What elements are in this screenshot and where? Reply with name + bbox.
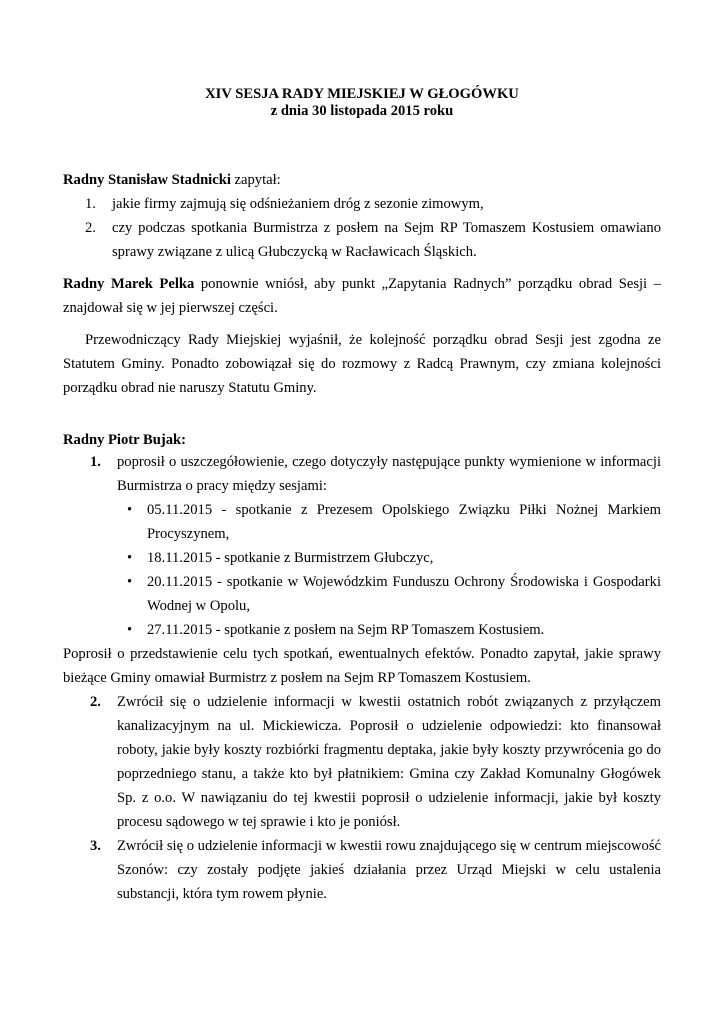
section1-question-list bbox=[63, 192, 661, 264]
list-item-number: 3. bbox=[90, 838, 101, 854]
document-header bbox=[63, 86, 661, 120]
section1-heading bbox=[63, 168, 661, 192]
section1-verb: zapytał: bbox=[230, 172, 281, 188]
list-item-number: 2. bbox=[85, 220, 96, 236]
list-item-text: Zwrócił się o udzielenie informacji w kwestii ostatnich robót związanych z przyłączem kanalizacyjnym na ul. Mickiewicza. Poprosił o udzielenie odpowiedzi: kto finansował roboty, jakie były koszty rozbiórki fragmentu deptaka, jakie były koszty przywrócenia go do poprzedniego stanu, a także kto był płatnikiem: Gmina czy Zakład Komunalny Głogówek Sp. z o.o. W nawiązaniu do tej kwestii poprosił o udzielenie informacji, jakie był koszty procesu sądowego w tej sprawie i kto je poniósł. bbox=[117, 694, 661, 830]
section1-speaker: Radny Stanisław Stadnicki bbox=[63, 172, 231, 188]
list-item bbox=[63, 834, 661, 906]
section3-question-list-continued bbox=[63, 690, 661, 906]
list-item-number: 1. bbox=[90, 454, 101, 470]
list-item-number: 2. bbox=[90, 694, 101, 710]
list-item bbox=[63, 216, 661, 264]
bullet-text: 05.11.2015 - spotkanie z Prezesem Opolskiego Związku Piłki Nożnej Markiem Procyszynem, bbox=[147, 502, 661, 542]
bullet-item bbox=[117, 618, 661, 642]
section2-speaker: Radny Marek Pelka bbox=[63, 276, 195, 292]
bullet-item bbox=[117, 570, 661, 618]
bullet-icon: • bbox=[127, 574, 133, 590]
bullet-icon: • bbox=[127, 622, 133, 638]
list-item-text: czy podczas spotkania Burmistrza z posłem na Sejm RP Tomaszem Kostusiem omawiano sprawy związane z ulicą Głubczycką w Racławicach Śląskich. bbox=[112, 220, 661, 260]
bullet-text: 20.11.2015 - spotkanie w Wojewódzkim Funduszu Ochrony Środowiska i Gospodarki Wodnej w Opolu, bbox=[147, 574, 661, 614]
section3-speaker: Radny Piotr Bujak: bbox=[63, 432, 186, 448]
document-body bbox=[63, 168, 661, 906]
section2-text: ponownie wniósł, aby punkt „Zapytania Radnych” porządku obrad Sesji – znajdował się w jej pierwszej części. bbox=[63, 276, 661, 316]
follow-up-paragraph: Poprosił o przedstawienie celu tych spotkań, ewentualnych efektów. Ponadto zapytał, jakie sprawy bieżące Gminy omawiał Burmistrz z posłem na Sejm RP Tomaszem Kostusiem. bbox=[63, 646, 661, 686]
section3-question-list bbox=[63, 450, 661, 642]
bullet-text: 27.11.2015 - spotkanie z posłem na Sejm RP Tomaszem Kostusiem. bbox=[147, 622, 545, 638]
list-item bbox=[63, 192, 661, 216]
section3-heading bbox=[63, 430, 661, 450]
list-item bbox=[63, 450, 661, 642]
bullet-item bbox=[117, 498, 661, 546]
document-title: XIV SESJA RADY MIEJSKIEJ W GŁOGÓWKU bbox=[205, 86, 519, 102]
bullet-text: 18.11.2015 - spotkanie z Burmistrzem Głubczyc, bbox=[147, 550, 434, 566]
list-item-text: Zwrócił się o udzielenie informacji w kwestii rowu znajdującego się w centrum miejscowość Szonów: czy zostały podjęte jakieś działania przez Urząd Miejski w celu ustalenia substancji, która tym rowem płynie. bbox=[117, 838, 661, 902]
bullet-item bbox=[117, 546, 661, 570]
bullet-icon: • bbox=[127, 550, 133, 566]
chairman-reply-paragraph: Przewodniczący Rady Miejskiej wyjaśnił, że kolejność porządku obrad Sesji jest zgodna ze Statutem Gminy. Ponadto zobowiązał się do rozmowy z Radcą Prawnym, czy zmiana kolejności porządku obrad nie naruszy Statutu Gminy. bbox=[63, 332, 661, 396]
document-date: z dnia 30 listopada 2015 roku bbox=[270, 103, 454, 119]
list-item-text: poprosił o uszczegółowienie, czego dotyczyły następujące punkty wymienione w informacji Burmistrza o pracy między sesjami: bbox=[117, 454, 661, 494]
list-item-number: 1. bbox=[85, 196, 96, 212]
meeting-bullet-list bbox=[117, 498, 661, 642]
list-item-text: jakie firmy zajmują się odśnieżaniem dróg z sezonie zimowym, bbox=[112, 196, 484, 212]
section2-paragraph bbox=[63, 272, 661, 320]
list-item bbox=[63, 690, 661, 834]
bullet-icon: • bbox=[127, 502, 133, 518]
